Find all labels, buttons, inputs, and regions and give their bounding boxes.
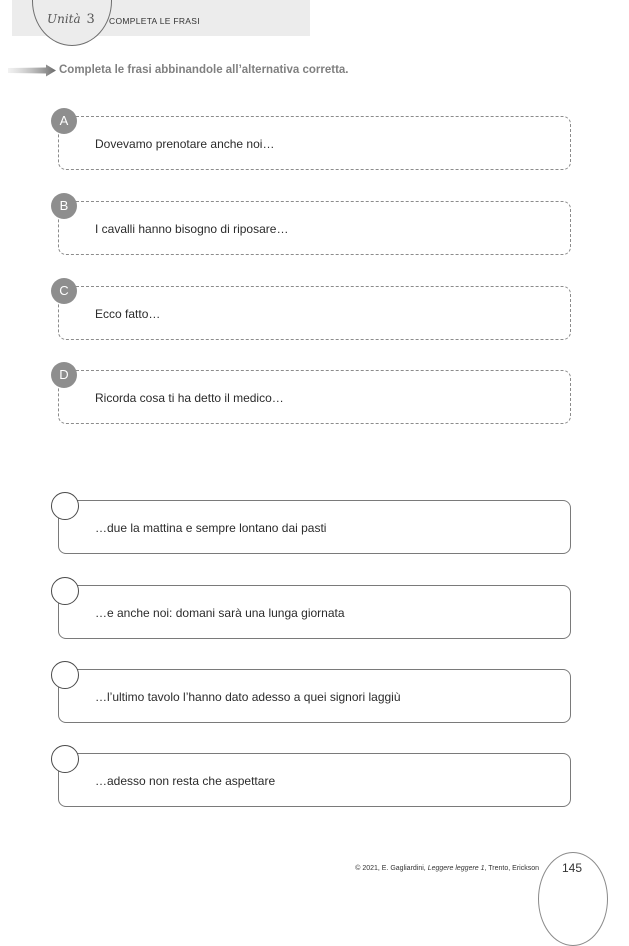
letter-badge-c: C <box>51 278 77 304</box>
sentence-text-a: Dovevamo prenotare anche noi… <box>95 137 275 151</box>
sentence-text-d: Ricorda cosa ti ha detto il medico… <box>95 391 284 405</box>
sentence-box-b <box>58 198 571 255</box>
ending-box-1 <box>58 500 571 554</box>
ending-text-3: …l’ultimo tavolo l’hanno dato adesso a quei signori laggiù <box>95 690 401 704</box>
unit-number: 3 <box>86 12 95 27</box>
sentence-box-d <box>58 367 571 424</box>
book-title: Leggere leggere 1 <box>427 865 485 872</box>
ending-text-2: …e anche noi: domani sarà una lunga giornata <box>95 606 345 620</box>
unit-label: Unità 3 <box>47 12 95 27</box>
ending-box-2 <box>58 585 571 639</box>
sentence-text-b: I cavalli hanno bisogno di riposare… <box>95 222 289 236</box>
ending-text-1: …due la mattina e sempre lontano dai pasti <box>95 521 327 535</box>
sentence-box-a <box>58 113 571 170</box>
answer-circle-2[interactable] <box>51 577 79 605</box>
answer-circle-4[interactable] <box>51 745 79 773</box>
ending-text-4: …adesso non resta che aspettare <box>95 774 276 788</box>
answer-circle-1[interactable] <box>51 492 79 520</box>
answer-circle-3[interactable] <box>51 661 79 689</box>
page-number: 145 <box>561 861 583 875</box>
page-header <box>12 0 310 36</box>
instruction-text: Completa le frasi abbinandole all’alternativa corretta. <box>59 64 349 76</box>
sentence-text-c: Ecco fatto… <box>95 307 161 321</box>
arrow-icon <box>8 64 56 77</box>
ending-box-4 <box>58 753 571 807</box>
sentence-box-c <box>58 283 571 340</box>
letter-badge-b: B <box>51 193 77 219</box>
copyright-credit: © 2021, E. Gagliardini, Leggere leggere 1, Trento, Erickson <box>355 865 539 872</box>
letter-badge-a: A <box>51 108 77 134</box>
letter-badge-d: D <box>51 362 77 388</box>
section-title: COMPLETA LE FRASI <box>109 16 200 26</box>
ending-box-3 <box>58 669 571 723</box>
